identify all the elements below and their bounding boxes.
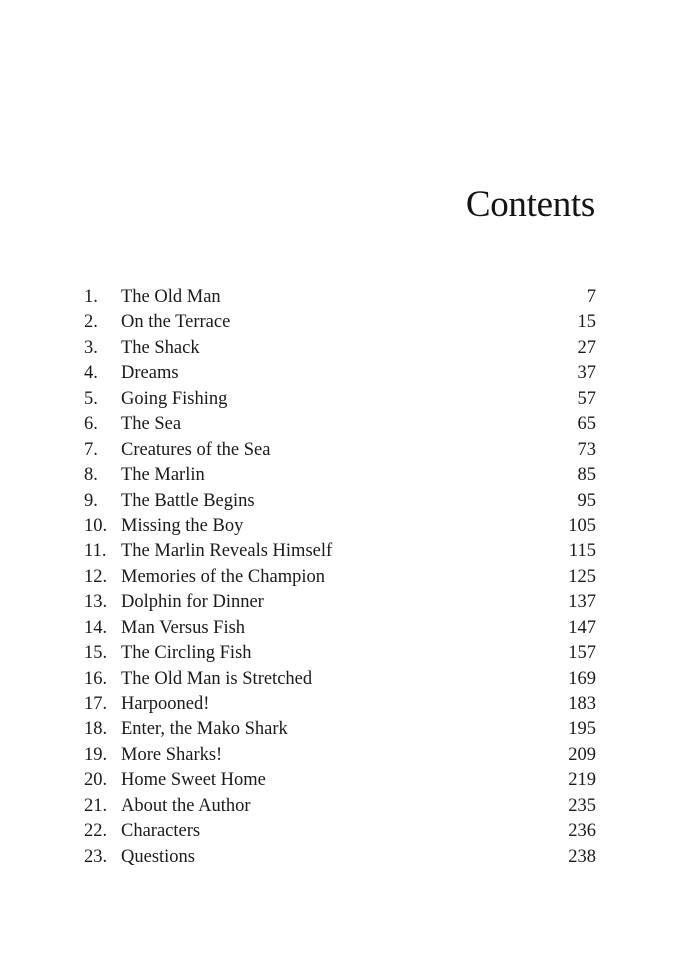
- chapter-number: 10.: [84, 515, 108, 536]
- page-number: 125: [568, 566, 596, 587]
- toc-entry[interactable]: [84, 412, 596, 437]
- toc-entry[interactable]: [84, 794, 596, 819]
- toc-entry[interactable]: [84, 616, 596, 641]
- page-number: 238: [568, 846, 596, 867]
- page-number: 235: [568, 795, 596, 816]
- chapter-title[interactable]: Memories of the Champion: [121, 566, 325, 587]
- chapter-title[interactable]: Harpooned!: [121, 694, 210, 714]
- page-number: 115: [568, 541, 596, 562]
- chapter-title[interactable]: Dreams: [121, 363, 179, 384]
- page-number: 236: [568, 821, 596, 842]
- toc-entry[interactable]: [84, 692, 596, 717]
- page-number: 183: [568, 694, 596, 714]
- chapter-title[interactable]: About the Author: [121, 795, 251, 816]
- toc-entry[interactable]: [84, 667, 596, 692]
- chapter-title[interactable]: Home Sweet Home: [121, 770, 266, 791]
- toc-entry[interactable]: [84, 514, 596, 539]
- toc-entry[interactable]: [84, 336, 596, 361]
- page-number: 65: [577, 414, 596, 435]
- toc-entry[interactable]: [84, 361, 596, 386]
- chapter-title[interactable]: The Old Man is Stretched: [121, 668, 313, 689]
- page-number: 195: [568, 719, 596, 740]
- chapter-number: 7.: [84, 439, 98, 460]
- toc-entry[interactable]: [84, 641, 596, 666]
- toc-entry[interactable]: [84, 717, 596, 742]
- page-number: 85: [577, 465, 596, 486]
- chapter-number: 6.: [84, 414, 98, 435]
- chapter-title[interactable]: Characters: [121, 821, 201, 842]
- toc-entry[interactable]: [84, 463, 596, 488]
- page-number: 169: [568, 668, 596, 689]
- page-number: 7: [586, 287, 596, 307]
- page-number: 57: [577, 388, 596, 409]
- chapter-number: 19.: [84, 744, 108, 765]
- page-number: 209: [568, 744, 596, 765]
- chapter-number: 23.: [84, 846, 108, 867]
- page-number: 15: [577, 312, 596, 333]
- chapter-number: 15.: [84, 643, 108, 664]
- toc-entry[interactable]: [84, 590, 596, 615]
- chapter-title[interactable]: On the Terrace: [121, 312, 231, 333]
- toc-entry[interactable]: [84, 387, 596, 412]
- chapter-number: 5.: [84, 388, 98, 409]
- toc-entry[interactable]: [84, 845, 596, 870]
- chapter-number: 1.: [84, 287, 98, 307]
- chapter-number: 11.: [84, 541, 107, 562]
- toc-entry[interactable]: [84, 489, 596, 514]
- chapter-number: 9.: [84, 490, 98, 511]
- chapter-number: 17.: [84, 694, 108, 714]
- toc-entry[interactable]: [84, 310, 596, 335]
- page-number: 37: [577, 363, 596, 384]
- chapter-title[interactable]: Questions: [121, 846, 195, 867]
- chapter-title[interactable]: The Marlin: [121, 465, 205, 486]
- page-number: 95: [577, 490, 596, 511]
- chapter-number: 8.: [84, 465, 98, 486]
- page-number: 73: [577, 439, 596, 460]
- chapter-title[interactable]: Going Fishing: [121, 388, 228, 409]
- page-number: 137: [568, 592, 596, 613]
- chapter-number: 3.: [84, 337, 98, 358]
- chapter-title[interactable]: Missing the Boy: [121, 515, 244, 536]
- toc-entry[interactable]: [84, 565, 596, 590]
- chapter-number: 18.: [84, 719, 108, 740]
- page-title: Contents: [465, 184, 595, 225]
- chapter-title[interactable]: Dolphin for Dinner: [121, 592, 264, 613]
- page-number: 157: [568, 643, 596, 664]
- chapter-title[interactable]: More Sharks!: [121, 744, 223, 765]
- toc-entry[interactable]: [84, 743, 596, 768]
- chapter-title[interactable]: Enter, the Mako Shark: [121, 719, 288, 740]
- table-of-contents: [84, 285, 596, 870]
- page-number: 27: [577, 337, 596, 358]
- chapter-number: 20.: [84, 770, 108, 791]
- chapter-title[interactable]: The Battle Begins: [121, 490, 255, 511]
- toc-entry[interactable]: [84, 539, 596, 564]
- chapter-number: 21.: [84, 795, 108, 816]
- toc-entry[interactable]: [84, 285, 596, 310]
- page-number: 105: [568, 515, 596, 536]
- chapter-title[interactable]: The Old Man: [121, 287, 221, 307]
- chapter-number: 4.: [84, 363, 98, 384]
- toc-entry[interactable]: [84, 819, 596, 844]
- chapter-title[interactable]: The Circling Fish: [121, 643, 252, 664]
- chapter-title[interactable]: The Shack: [121, 337, 200, 358]
- chapter-number: 12.: [84, 566, 108, 587]
- toc-entry[interactable]: [84, 768, 596, 793]
- page-number: 219: [568, 770, 596, 791]
- chapter-number: 14.: [84, 617, 108, 638]
- chapter-number: 16.: [84, 668, 108, 689]
- chapter-title[interactable]: Man Versus Fish: [121, 617, 246, 638]
- chapter-title[interactable]: The Marlin Reveals Himself: [121, 541, 333, 562]
- chapter-number: 2.: [84, 312, 98, 333]
- chapter-number: 13.: [84, 592, 108, 613]
- chapter-number: 22.: [84, 821, 108, 842]
- chapter-title[interactable]: Creatures of the Sea: [121, 439, 271, 460]
- page-number: 147: [568, 617, 596, 638]
- chapter-title[interactable]: The Sea: [121, 414, 182, 435]
- toc-entry[interactable]: [84, 438, 596, 463]
